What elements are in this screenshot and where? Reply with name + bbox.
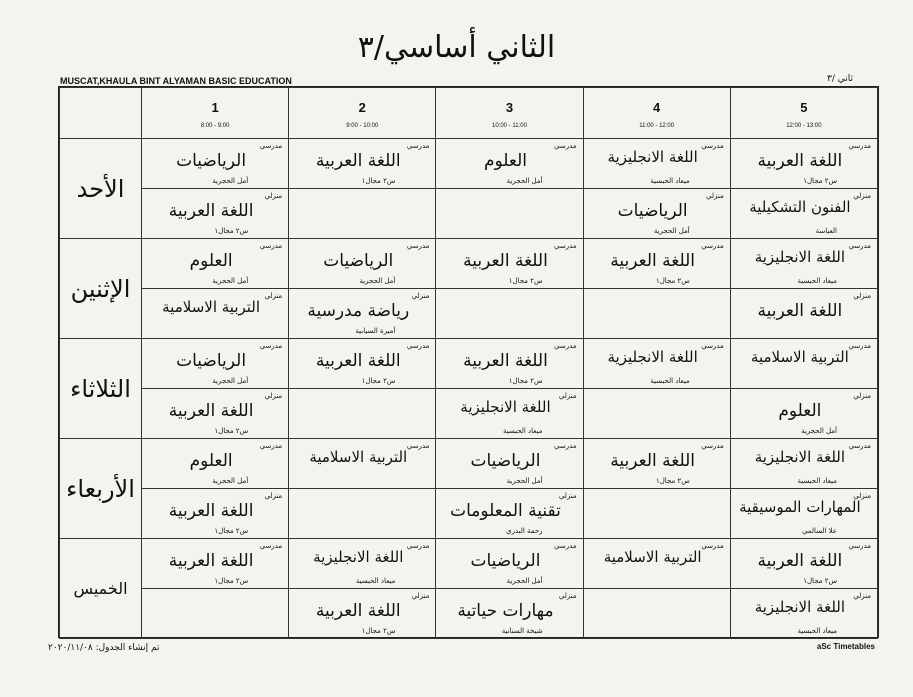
period-header-1: [142, 88, 289, 139]
lesson-type: منزلي: [264, 492, 283, 500]
subject-name: التربية الاسلامية: [603, 548, 702, 566]
period-number: 5: [800, 99, 808, 115]
teacher-name: أمل الحجرية: [212, 177, 249, 185]
teacher-name: ميعاد الحبسية: [503, 427, 543, 435]
teacher-name: ميعاد الحبسية: [650, 177, 690, 185]
subject-name: العلوم: [189, 251, 233, 271]
lesson-type: مدرسي: [259, 142, 283, 150]
lesson-type: مدرسي: [701, 542, 724, 550]
timetable-row: [60, 189, 878, 239]
lesson-type: منزلي: [558, 592, 577, 600]
lesson-type: مدرسي: [848, 142, 871, 150]
lesson-cell: [289, 239, 436, 289]
subject-name: اللغة العربية: [168, 401, 254, 421]
lesson-cell: [730, 189, 877, 239]
lesson-cell: [289, 339, 436, 389]
subject-name: مهارات حياتية: [457, 601, 554, 621]
lesson-cell: [583, 439, 730, 489]
teacher-name: س٢ مجال١: [214, 227, 249, 235]
lesson-cell: [289, 189, 436, 239]
period-time: 11:00 - 12:00: [639, 122, 675, 129]
teacher-name: ميعاد الحبسية: [797, 277, 837, 285]
lesson-cell: [289, 439, 436, 489]
lesson-cell: [730, 589, 877, 639]
timetable-row: [60, 589, 878, 639]
lesson-cell: [730, 489, 877, 539]
teacher-name: س٢ مجال١: [361, 377, 396, 385]
period-number: 2: [358, 99, 366, 115]
subject-name: اللغة الانجليزية: [754, 598, 846, 616]
lesson-cell: [142, 339, 289, 389]
teacher-name: شيخة السنانية: [501, 627, 543, 635]
lesson-cell: [583, 489, 730, 539]
lesson-cell: [436, 139, 583, 189]
corner-cell: [60, 88, 142, 139]
subject-name: الرياضيات: [323, 251, 394, 271]
subject-name: اللغة العربية: [610, 251, 696, 271]
period-number: 1: [211, 99, 219, 115]
timetable: [58, 86, 879, 638]
timetable-row: [60, 539, 878, 589]
lesson-cell: [583, 139, 730, 189]
timetable-row: [60, 339, 878, 389]
lesson-cell: [142, 489, 289, 539]
teacher-name: ميعاد الحبسية: [797, 477, 837, 485]
teacher-name: أمل الحجرية: [359, 277, 396, 285]
lesson-type: مدرسي: [848, 242, 871, 250]
period-header-2: [289, 88, 436, 139]
timetable-row: [60, 439, 878, 489]
teacher-name: س٢ مجال١: [508, 377, 543, 385]
teacher-name: أمل الحجرية: [212, 477, 249, 485]
lesson-type: منزلي: [853, 392, 871, 400]
lesson-type: مدرسي: [259, 342, 283, 350]
lesson-cell: [730, 539, 877, 589]
lesson-type: مدرسي: [259, 442, 283, 450]
lesson-type: مدرسي: [848, 442, 871, 450]
teacher-name: س٢ مجال١: [361, 627, 396, 635]
lesson-cell: [730, 339, 877, 389]
timetable-row: [60, 389, 878, 439]
subject-name: اللغة الانجليزية: [607, 348, 698, 366]
lesson-cell: [289, 539, 436, 589]
lesson-type: مدرسي: [259, 542, 283, 550]
subject-name: العلوم: [483, 151, 527, 171]
subject-name: الرياضيات: [470, 551, 541, 571]
lesson-type: منزلي: [411, 292, 430, 300]
day-label: الأربعاء: [60, 439, 142, 539]
day-label: الأحد: [60, 139, 142, 239]
day-label: الثلاثاء: [60, 339, 142, 439]
teacher-name: س٢ مجال١: [214, 577, 249, 585]
lesson-cell: [142, 289, 289, 339]
teacher-name: أمل الحجرية: [506, 577, 543, 585]
teacher-name: س٢ مجال١: [803, 577, 837, 585]
lesson-cell: [436, 589, 583, 639]
lesson-type: مدرسي: [701, 142, 724, 150]
lesson-cell: [583, 289, 730, 339]
lesson-cell: [436, 239, 583, 289]
lesson-type: مدرسي: [406, 442, 430, 450]
timetable-grid: [59, 87, 878, 639]
subject-name: اللغة العربية: [463, 251, 548, 271]
lesson-cell: [436, 339, 583, 389]
teacher-name: أمل الحجرية: [801, 427, 837, 435]
lesson-type: مدرسي: [554, 342, 577, 350]
lesson-cell: [730, 239, 877, 289]
lesson-type: مدرسي: [554, 442, 577, 450]
teacher-name: أمل الحجرية: [212, 277, 249, 285]
teacher-name: أمل الحجرية: [653, 227, 690, 235]
lesson-cell: [436, 489, 583, 539]
page-title: الثاني أساسي/٣: [357, 30, 556, 65]
subject-name: التربية الاسلامية: [162, 298, 261, 316]
lesson-cell: [583, 539, 730, 589]
teacher-name: س٢ مجال١: [655, 477, 690, 485]
lesson-cell: [142, 439, 289, 489]
period-header-5: [730, 88, 877, 139]
lesson-type: مدرسي: [406, 342, 430, 350]
lesson-type: مدرسي: [701, 342, 724, 350]
lesson-cell: [289, 139, 436, 189]
lesson-type: مدرسي: [406, 542, 430, 550]
period-header-row: [60, 88, 878, 139]
lesson-cell: [289, 289, 436, 339]
lesson-cell: [142, 139, 289, 189]
lesson-cell: [436, 539, 583, 589]
subject-name: اللغة الانجليزية: [754, 448, 846, 466]
timetable-row: [60, 489, 878, 539]
subject-name: اللغة العربية: [757, 301, 843, 321]
lesson-type: مدرسي: [848, 542, 871, 550]
subject-name: اللغة الانجليزية: [313, 548, 404, 566]
teacher-name: العباسة: [815, 227, 837, 235]
lesson-type: منزلي: [853, 592, 871, 600]
subject-name: الرياضيات: [176, 151, 247, 171]
lesson-type: مدرسي: [554, 242, 577, 250]
teacher-name: س٢ مجال١: [508, 277, 543, 285]
lesson-type: منزلي: [264, 292, 283, 300]
lesson-cell: [730, 389, 877, 439]
subject-name: تقنية المعلومات: [450, 501, 561, 521]
lesson-cell: [583, 339, 730, 389]
subject-name: اللغة العربية: [168, 551, 254, 571]
teacher-name: س٢ مجال١: [803, 177, 837, 185]
software-credit: aSc Timetables: [816, 642, 875, 651]
teacher-name: رحمة البدري: [506, 527, 543, 535]
lesson-type: منزلي: [853, 292, 871, 300]
period-header-3: [436, 88, 583, 139]
teacher-name: علا السالمي: [801, 527, 837, 535]
teacher-name: أمل الحجرية: [506, 177, 543, 185]
lesson-cell: [142, 539, 289, 589]
lesson-type: مدرسي: [406, 142, 430, 150]
day-label: الخميس: [60, 539, 142, 639]
period-time: 8:00 - 9:00: [200, 122, 230, 129]
lesson-cell: [730, 139, 877, 189]
lesson-cell: [142, 589, 289, 639]
lesson-cell: [583, 239, 730, 289]
lesson-type: منزلي: [558, 392, 577, 400]
lesson-cell: [436, 189, 583, 239]
lesson-cell: [436, 439, 583, 489]
period-time: 12:00 - 13:00: [786, 122, 822, 129]
lesson-type: منزلي: [853, 492, 871, 500]
lesson-type: منزلي: [706, 192, 724, 200]
lesson-type: مدرسي: [701, 242, 724, 250]
subject-name: اللغة العربية: [463, 351, 548, 371]
subject-name: رياضة مدرسية: [307, 301, 410, 321]
subject-name: الفنون التشكيلية: [749, 198, 851, 216]
subject-name: التربية الاسلامية: [309, 448, 408, 466]
subject-name: الرياضيات: [176, 351, 247, 371]
timetable-row: [60, 289, 878, 339]
lesson-cell: [583, 389, 730, 439]
subject-name: اللغة العربية: [315, 601, 401, 621]
teacher-name: ميعاد الحبسية: [355, 577, 396, 585]
period-time: 9:00 - 10:00: [346, 122, 379, 129]
subject-name: المهارات الموسيقية: [739, 498, 861, 516]
lesson-type: مدرسي: [259, 242, 283, 250]
period-header-4: [583, 88, 730, 139]
lesson-cell: [142, 389, 289, 439]
lesson-type: مدرسي: [554, 542, 577, 550]
subject-name: اللغة العربية: [168, 201, 254, 221]
lesson-type: مدرسي: [406, 242, 430, 250]
subject-name: اللغة الانجليزية: [754, 248, 846, 266]
subject-name: اللغة العربية: [757, 551, 843, 571]
teacher-name: أمل الحجرية: [212, 377, 249, 385]
lesson-cell: [583, 189, 730, 239]
subject-name: العلوم: [778, 401, 822, 421]
lesson-type: مدرسي: [701, 442, 724, 450]
day-label: الإثنين: [60, 239, 142, 339]
lesson-cell: [289, 589, 436, 639]
timetable-row: [60, 139, 878, 189]
lesson-type: منزلي: [264, 192, 283, 200]
lesson-cell: [436, 289, 583, 339]
school-name: MUSCAT,KHAULA BINT ALYAMAN BASIC EDUCATION: [60, 76, 292, 86]
lesson-cell: [436, 389, 583, 439]
lesson-type: منزلي: [853, 192, 871, 200]
subject-name: اللغة الانجليزية: [460, 398, 551, 416]
subject-name: العلوم: [189, 451, 233, 471]
teacher-name: س٢ مجال١: [214, 427, 249, 435]
lesson-type: مدرسي: [848, 342, 871, 350]
lesson-cell: [730, 289, 877, 339]
created-date: تم إنشاء الجدول: ٢٠٢٠/١١/٠٨: [48, 643, 160, 653]
subject-name: اللغة العربية: [168, 501, 254, 521]
lesson-type: مدرسي: [554, 142, 577, 150]
subject-name: التربية الاسلامية: [750, 348, 849, 366]
period-time: 10:00 - 11:00: [492, 122, 527, 129]
class-code: ثاني /٣: [827, 74, 853, 84]
subject-name: اللغة العربية: [757, 151, 843, 171]
subject-name: اللغة العربية: [610, 451, 696, 471]
lesson-cell: [289, 389, 436, 439]
period-number: 3: [505, 99, 514, 115]
subject-name: الرياضيات: [470, 451, 541, 471]
lesson-cell: [730, 439, 877, 489]
teacher-name: أمل الحجرية: [506, 477, 543, 485]
lesson-type: منزلي: [264, 392, 283, 400]
teacher-name: ميعاد الحبسية: [650, 377, 690, 385]
lesson-cell: [142, 239, 289, 289]
teacher-name: س٢ مجال١: [361, 177, 396, 185]
teacher-name: س٢ مجال١: [655, 277, 690, 285]
timetable-row: [60, 239, 878, 289]
lesson-cell: [583, 589, 730, 639]
teacher-name: أميرة السيابية: [355, 327, 396, 335]
lesson-type: منزلي: [558, 492, 577, 500]
teacher-name: ميعاد الحبسية: [797, 627, 837, 635]
subject-name: اللغة العربية: [315, 351, 401, 371]
lesson-type: منزلي: [411, 592, 430, 600]
subject-name: الرياضيات: [617, 201, 688, 221]
subject-name: اللغة العربية: [315, 151, 401, 171]
teacher-name: س٢ مجال١: [214, 527, 249, 535]
subject-name: اللغة الانجليزية: [607, 148, 698, 166]
period-number: 4: [653, 99, 661, 115]
lesson-cell: [289, 489, 436, 539]
lesson-cell: [142, 189, 289, 239]
